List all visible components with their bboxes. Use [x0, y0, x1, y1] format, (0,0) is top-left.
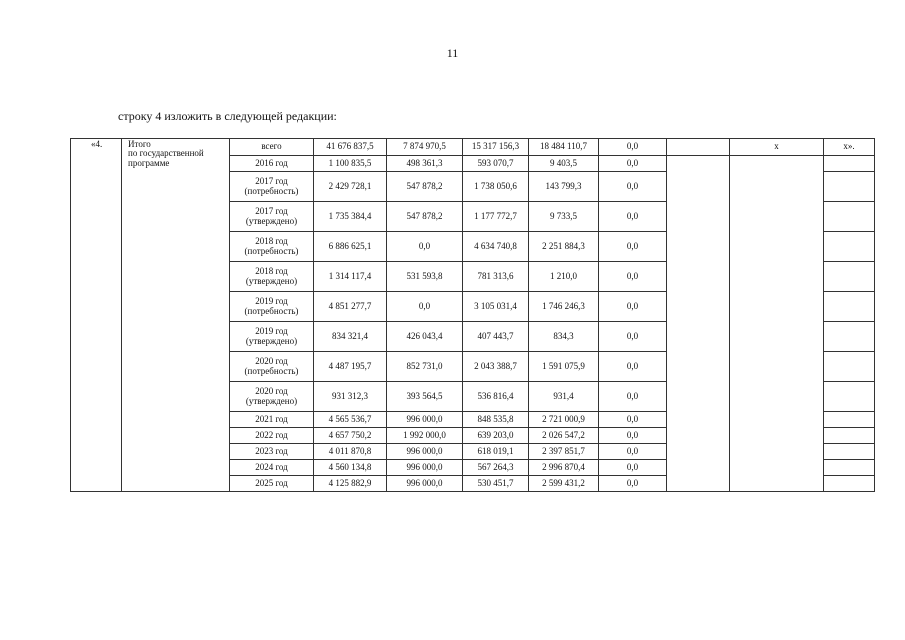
value-cell: 931 312,3: [314, 382, 387, 412]
value-cell: 0,0: [599, 428, 667, 444]
period-cell: 2023 год: [230, 444, 314, 460]
value-cell: 15 317 156,3: [463, 139, 529, 156]
value-cell: 2 429 728,1: [314, 172, 387, 202]
value-cell: 834 321,4: [314, 322, 387, 352]
value-cell: 4 560 134,8: [314, 460, 387, 476]
empty-cell: [824, 382, 875, 412]
value-cell: 2 251 884,3: [529, 232, 599, 262]
value-cell: 639 203,0: [463, 428, 529, 444]
period-cell: 2022 год: [230, 428, 314, 444]
budget-table: [70, 138, 875, 492]
value-cell: 2 397 851,7: [529, 444, 599, 460]
empty-cell: [824, 262, 875, 292]
empty-cell: [824, 232, 875, 262]
value-cell: 41 676 837,5: [314, 139, 387, 156]
empty-cell: [824, 292, 875, 322]
value-cell: 0,0: [599, 292, 667, 322]
empty-cell: [824, 322, 875, 352]
period-cell: 2019 год (потребность): [230, 292, 314, 322]
value-cell: 7 874 970,5: [387, 139, 463, 156]
value-cell: 0,0: [599, 202, 667, 232]
empty-cell: [824, 172, 875, 202]
value-cell: 1 738 050,6: [463, 172, 529, 202]
empty-cell: [824, 202, 875, 232]
period-cell: 2017 год (потребность): [230, 172, 314, 202]
period-cell: 2020 год (потребность): [230, 352, 314, 382]
value-cell: 1 992 000,0: [387, 428, 463, 444]
empty-cell: [824, 444, 875, 460]
value-cell: 618 019,1: [463, 444, 529, 460]
value-cell: 1 746 246,3: [529, 292, 599, 322]
period-cell: 2016 год: [230, 156, 314, 172]
period-cell: 2018 год (утверждено): [230, 262, 314, 292]
value-cell: 547 878,2: [387, 202, 463, 232]
value-cell: 9 403,5: [529, 156, 599, 172]
period-cell: 2018 год (потребность): [230, 232, 314, 262]
empty-merged-cell: [667, 156, 730, 492]
value-cell: 4 011 870,8: [314, 444, 387, 460]
value-cell: 0,0: [599, 172, 667, 202]
budget-table-body: [71, 139, 875, 492]
value-cell: 567 264,3: [463, 460, 529, 476]
period-cell: 2024 год: [230, 460, 314, 476]
value-cell: 143 799,3: [529, 172, 599, 202]
value-cell: 4 657 750,2: [314, 428, 387, 444]
period-cell: 2020 год (утверждено): [230, 382, 314, 412]
value-cell: 848 535,8: [463, 412, 529, 428]
value-cell: 0,0: [599, 262, 667, 292]
period-cell: 2021 год: [230, 412, 314, 428]
empty-merged-cell: [730, 156, 824, 492]
value-cell: 1 591 075,9: [529, 352, 599, 382]
value-cell: 781 313,6: [463, 262, 529, 292]
page-number: 11: [446, 46, 459, 60]
program-name-cell: Итого по государственной программе: [122, 139, 230, 492]
value-cell: 536 816,4: [463, 382, 529, 412]
empty-cell: [824, 412, 875, 428]
value-cell: 0,0: [599, 476, 667, 492]
value-cell: 3 105 031,4: [463, 292, 529, 322]
value-cell: 593 070,7: [463, 156, 529, 172]
value-cell: 931,4: [529, 382, 599, 412]
value-cell: 852 731,0: [387, 352, 463, 382]
value-cell: 1 210,0: [529, 262, 599, 292]
value-cell: 547 878,2: [387, 172, 463, 202]
value-cell: 4 634 740,8: [463, 232, 529, 262]
closing-cell: х».: [824, 139, 875, 156]
value-cell: 4 565 536,7: [314, 412, 387, 428]
value-cell: 6 886 625,1: [314, 232, 387, 262]
value-cell: 996 000,0: [387, 444, 463, 460]
table-row-total: [71, 139, 875, 156]
value-cell: 834,3: [529, 322, 599, 352]
value-cell: 0,0: [599, 352, 667, 382]
value-cell: 9 733,5: [529, 202, 599, 232]
value-cell: 530 451,7: [463, 476, 529, 492]
value-cell: 996 000,0: [387, 412, 463, 428]
empty-cell: [824, 476, 875, 492]
mark-cell: х: [730, 139, 824, 156]
value-cell: 1 735 384,4: [314, 202, 387, 232]
value-cell: 1 177 772,7: [463, 202, 529, 232]
value-cell: 393 564,5: [387, 382, 463, 412]
value-cell: 996 000,0: [387, 476, 463, 492]
value-cell: 0,0: [599, 444, 667, 460]
value-cell: 0,0: [599, 382, 667, 412]
period-cell: всего: [230, 139, 314, 156]
value-cell: 0,0: [387, 232, 463, 262]
value-cell: 498 361,3: [387, 156, 463, 172]
value-cell: 407 443,7: [463, 322, 529, 352]
value-cell: 996 000,0: [387, 460, 463, 476]
value-cell: 0,0: [599, 412, 667, 428]
empty-cell: [824, 156, 875, 172]
value-cell: 1 100 835,5: [314, 156, 387, 172]
value-cell: 4 125 882,9: [314, 476, 387, 492]
value-cell: 18 484 110,7: [529, 139, 599, 156]
value-cell: 2 721 000,9: [529, 412, 599, 428]
instruction-text: строку 4 изложить в следующей редакции:: [118, 109, 337, 123]
value-cell: 2 996 870,4: [529, 460, 599, 476]
empty-cell: [824, 428, 875, 444]
empty-cell: [824, 460, 875, 476]
value-cell: 0,0: [599, 460, 667, 476]
value-cell: 1 314 117,4: [314, 262, 387, 292]
value-cell: 4 851 277,7: [314, 292, 387, 322]
period-cell: 2025 год: [230, 476, 314, 492]
value-cell: 0,0: [599, 322, 667, 352]
value-cell: 2 043 388,7: [463, 352, 529, 382]
period-cell: 2019 год (утверждено): [230, 322, 314, 352]
empty-cell: [824, 352, 875, 382]
value-cell: 0,0: [599, 156, 667, 172]
value-cell: 0,0: [599, 232, 667, 262]
row-number-cell: «4.: [71, 139, 122, 492]
value-cell: 0,0: [387, 292, 463, 322]
empty-cell: [667, 139, 730, 156]
value-cell: 0,0: [599, 139, 667, 156]
value-cell: 531 593,8: [387, 262, 463, 292]
value-cell: 4 487 195,7: [314, 352, 387, 382]
value-cell: 2 599 431,2: [529, 476, 599, 492]
value-cell: 426 043,4: [387, 322, 463, 352]
value-cell: 2 026 547,2: [529, 428, 599, 444]
period-cell: 2017 год (утверждено): [230, 202, 314, 232]
